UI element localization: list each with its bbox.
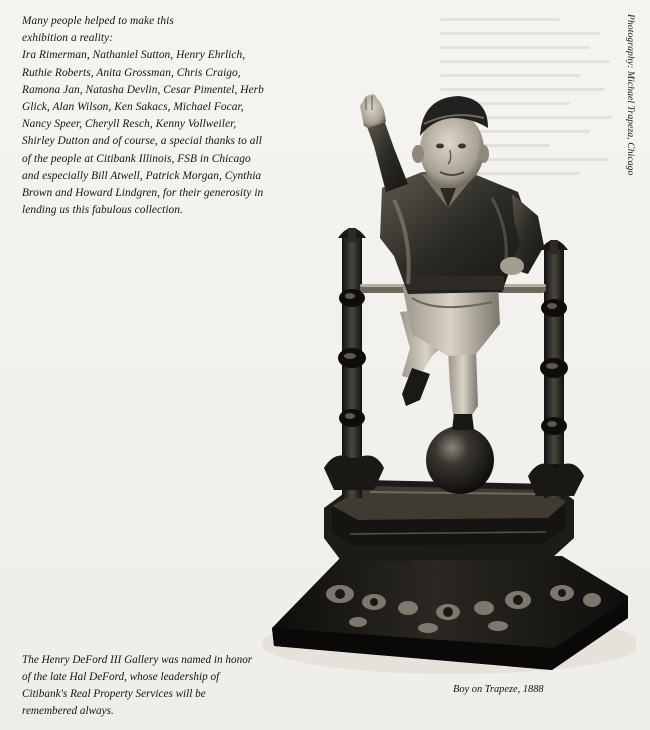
acknowledgements-body: Ira Rimerman, Nathaniel Sutton, Henry Ehrlich, Ruthie Roberts, Anita Grossman, Chris Craigo, Ramona Jan, Natasha Devlin, Cesar Pimentel, Herb Glick, Alan Wilson, Ken Sakacs, Michael Focar, Nancy Speer, Cheryll Resch, Kenny Vollweiler, Shirley Dutton and of course, a special thanks to all of the people at Citibank Illinois, FSB in Chicago and especially Bill Atwell, Patrick Morgan, Cynthia Brown and Howard Lindgren, for their generosity in lending us this fabulous collection. — [22, 49, 264, 217]
acknowledgements — [22, 13, 267, 219]
acknowledgements-intro: Many people helped to make this exhibition a reality: — [22, 15, 174, 45]
photo-credit: Photography: Michael Trapeza, Chicago — [625, 14, 636, 176]
photo-caption: Boy on Trapeze, 1888 — [453, 684, 544, 695]
gallery-dedication: The Henry DeFord III Gallery was named in honor of the late Hal DeFord, whose leadership of Citibank's Real Property Services will be remembered always. — [22, 654, 253, 717]
boy-on-trapeze-image — [262, 88, 636, 680]
bank-photograph — [262, 88, 636, 680]
